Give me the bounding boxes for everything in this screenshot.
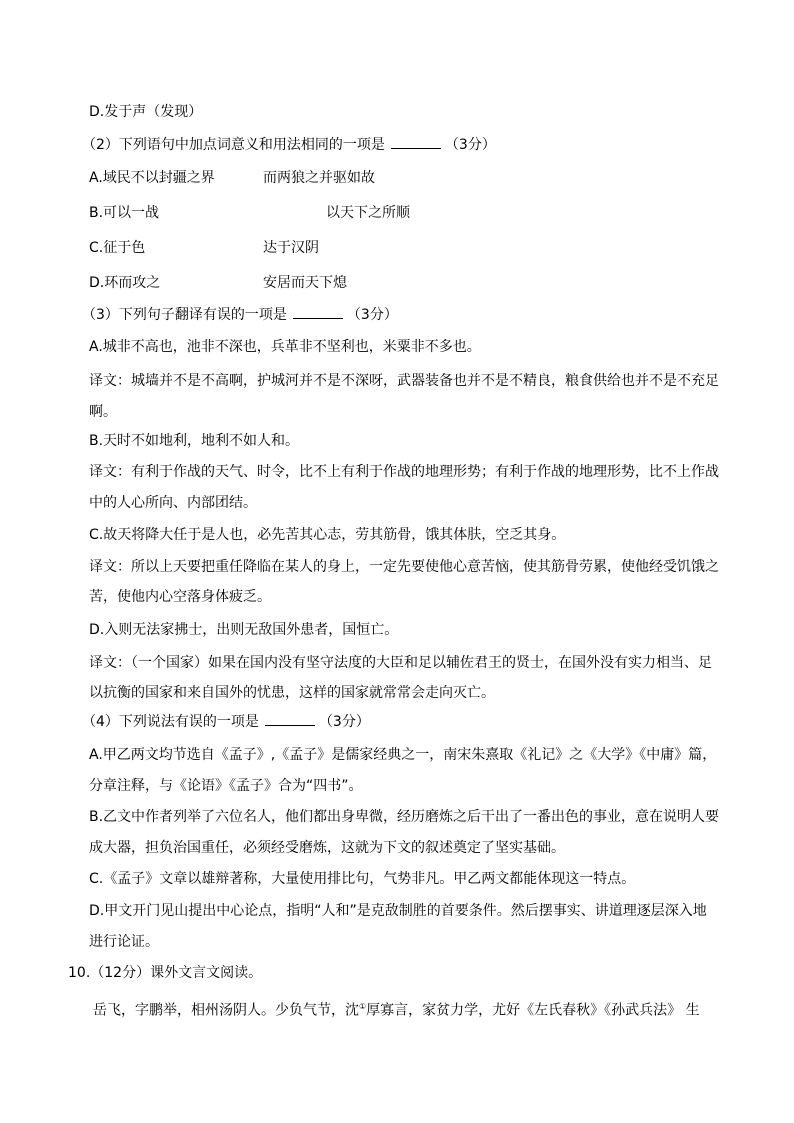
q4-line: A.甲乙两文均节选自《孟子》,《孟子》是儒家经典之一，南宋朱熹取《礼记》之《大学》《中庸》篇， xyxy=(89,747,717,763)
q4-stem-text: （4）下列说法有误的一项是 xyxy=(82,714,259,730)
q3-line: B.天时不如地利，地利不如人和。 xyxy=(89,433,300,449)
q3-answer-blank xyxy=(293,306,343,319)
q3-line: 苦，使他内心空落身体疲乏。 xyxy=(89,589,271,605)
q1-option-d: D.发于声（发现） xyxy=(89,104,203,120)
q2-option-c-left: C.征于色 xyxy=(89,240,146,256)
q2-answer-blank xyxy=(391,136,441,149)
q3-score: （3分） xyxy=(346,307,398,323)
q2-option-a-left: A.域民不以封疆之界 xyxy=(89,170,215,186)
q3-line: 译文：所以上天要把重任降临在某人的身上，一定先要使他心意苦恼，使其筋骨劳累，使他经受饥饿之 xyxy=(89,559,719,575)
q3-stem-text: （3）下列句子翻译有误的一项是 xyxy=(82,307,287,323)
q4-line: 成大器，担负治国重任，必须经受磨炼，这就为下文的叙述奠定了坚实基础。 xyxy=(89,840,565,856)
q3-stem xyxy=(82,306,398,324)
q2-option-a-right: 而两狼之并驱如故 xyxy=(263,170,375,186)
q4-line: C.《孟子》文章以雄辩著称，大量使用排比句，气势非凡。甲乙两文都能体现这一特点。 xyxy=(89,871,636,887)
q3-line: C.故天将降大任于是人也，必先苦其心志，劳其筋骨，饿其体肤，空乏其身。 xyxy=(89,527,566,543)
q3-line: A.城非不高也，池非不深也，兵革非不坚利也，米粟非不多也。 xyxy=(89,339,481,355)
q4-line: 分章注释，与《论语》《孟子》合为“四书”。 xyxy=(89,778,363,794)
q2-option-b-left: B.可以一战 xyxy=(89,205,160,221)
q3-line: 以抗衡的国家和来自国外的忧患，这样的国家就常常会走向灭亡。 xyxy=(89,685,495,701)
q2-stem xyxy=(82,136,496,154)
q2-option-d-left: D.环而攻之 xyxy=(89,275,161,291)
q2-score: （3分） xyxy=(444,137,496,153)
q3-line: D.入则无法家拂士，出则无敌国外患者，国恒亡。 xyxy=(89,622,399,638)
q2-stem-text: （2）下列语句中加点词意义和用法相同的一项是 xyxy=(82,137,385,153)
q4-answer-blank xyxy=(265,713,315,726)
q2-option-c-right: 达于汉阴 xyxy=(263,240,319,256)
q4-line: D.甲文开门见山提出中心论点，指明“人和”是克敌制胜的首要条件。然后摆事实、讲道理逐层深入地 xyxy=(89,903,707,919)
footnote-marker: ① xyxy=(359,1002,367,1011)
q4-stem xyxy=(82,713,370,731)
q3-line: 中的人心所向、内部团结。 xyxy=(89,495,257,511)
q2-option-b-right: 以天下之所顺 xyxy=(326,205,410,221)
q2-option-d-right: 安居而天下熄 xyxy=(263,275,347,291)
q4-line: B.乙文中作者列举了六位名人，他们都出身卑微，经历磨炼之后干出了一番出色的事业，意在说明人要 xyxy=(89,809,720,825)
q10-passage-part2: 厚寡言，家贫力学，尤好《左氏春秋》《孙武兵法》 生 xyxy=(366,1002,700,1019)
q4-score: （3分） xyxy=(318,714,370,730)
q10-heading: 10.（12分）课外文言文阅读。 xyxy=(68,965,263,981)
q3-line: 译文：城墙并不是不高啊，护城河并不是不深呀，武器装备也并不是不精良，粮食供给也并不是不充足 xyxy=(89,373,719,389)
q4-line: 进行论证。 xyxy=(89,934,159,950)
q3-line: 译文：有利于作战的天气、时令，比不上有利于作战的地理形势；有利于作战的地理形势，比不上作战 xyxy=(89,464,719,480)
q10-passage xyxy=(89,998,700,1020)
q10-passage-part1: 岳飞，字鹏举，相州汤阴人。少负气节，沈 xyxy=(93,1002,359,1019)
q3-line: 译文：（一个国家）如果在国内没有坚守法度的大臣和足以辅佐君王的贤士，在国外没有实力相当、足 xyxy=(89,655,712,671)
q3-line: 啊。 xyxy=(89,404,117,420)
